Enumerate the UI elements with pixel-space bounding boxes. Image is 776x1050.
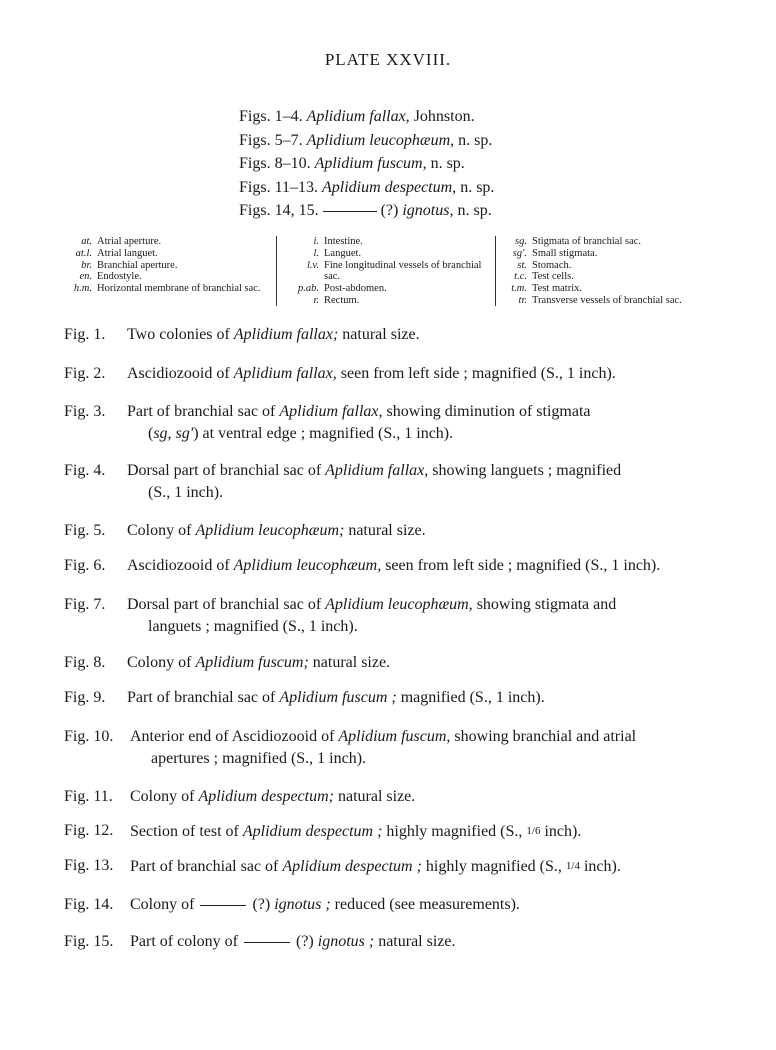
caption-text: seen from left side ; magnified (S., 1 inch). [381,557,661,574]
figure-label: Fig. 9. [64,689,106,706]
figure-label: Fig. 4. [64,462,106,479]
caption-text: reduced (see measurements). [330,896,520,913]
abbrev-key: st. [517,259,527,271]
figure-label: Fig. 13. [64,857,114,874]
abbrev-entry [499,260,729,272]
caption-text: Ascidiozooid of [127,557,234,574]
caption-text: Part of branchial sac of [127,689,280,706]
figure-caption-10 [64,726,724,770]
abbrev-key: p.ab. [298,283,319,295]
figure-caption-12 [64,820,724,843]
column-divider [495,236,496,306]
abbrev-text: Fine longitudinal vessels of branchial sac. [324,259,482,283]
species-authority: n. sp. [430,155,465,172]
caption-text: Two colonies of [127,326,234,343]
caption-text: showing branchial and atrial [450,728,637,745]
species-row [239,199,494,223]
figure-caption-1 [64,324,724,346]
abbreviation-column-2 [282,236,494,307]
figure-caption-8 [64,652,724,674]
abbrev-text: Languet. [324,247,362,259]
figure-caption-3 [64,401,724,445]
abbrev-entry [282,236,494,248]
species-name: Aplidium leucophæum; [195,522,345,539]
figure-label: Fig. 1. [64,326,106,343]
caption-text: showing languets ; magnified [428,462,622,479]
species-name: Aplidium fallax; [233,326,339,343]
caption-text: Colony of [127,654,196,671]
query-mark: (?) [380,202,399,219]
caption-text: inch). [579,858,621,875]
abbrev-text: Endostyle. [97,271,142,283]
caption-text: Part of colony of [130,933,238,950]
species-name: ignotus ; [274,896,331,913]
genus-dash [200,905,246,906]
column-divider [276,236,277,306]
species-name: Aplidium despectum ; [282,858,422,875]
abbrev-text: Transverse vessels of branchial sac. [532,294,682,306]
species-authority: n. sp. [460,178,495,196]
species-name: Aplidium fuscum ; [279,689,397,706]
abbrev-key: t.c. [514,271,527,283]
abbrev-key: at.l. [75,247,92,259]
figs-range: Figs. 11–13. [239,178,318,196]
caption-text: Dorsal part of branchial sac of [127,462,326,479]
caption-text: ( [148,425,154,442]
abbrev-text: Test cells. [532,271,574,283]
fraction: 1/4 [565,860,580,872]
abbrev-text: Small stigmata. [532,247,598,259]
abbrev-entry [499,271,729,283]
abbrev-key: h.m. [73,283,92,295]
species-name: Aplidium fuscum, [314,155,427,172]
figure-label: Fig. 2. [64,365,106,382]
abbrev-entry [50,283,272,295]
figure-caption-15 [64,931,724,953]
query-mark: (?) [252,896,271,913]
abbrev-text: Branchial aperture. [97,259,178,271]
species-name: Aplidium leucophæum, [325,596,473,613]
figure-caption-2 [64,363,724,385]
caption-text: natural size. [344,522,426,539]
abbrev-entry [282,283,494,295]
species-authority: Johnston. [413,108,475,125]
figs-range: Figs. 14, 15. [239,202,319,219]
genus-dash [244,942,290,943]
species-name: ignotus, [402,202,454,219]
caption-text: Part of branchial sac of [127,403,280,420]
caption-text: highly magnified (S., [382,823,527,840]
abbrev-text: Atrial languet. [97,247,158,259]
figs-range: Figs. 1–4. [239,108,303,125]
caption-text: highly magnified (S., [421,858,566,875]
species-name: Aplidium fallax, [279,403,383,420]
query-mark: (?) [295,933,314,950]
abbrev-text: Post-abdomen. [324,283,387,295]
species-name: Aplidium despectum; [198,788,334,805]
species-name: Aplidium fallax, [233,365,337,382]
figure-label: Fig. 11. [64,788,113,805]
caption-text: Colony of [130,788,199,805]
abbrev-entry [50,248,272,260]
species-name: Aplidium leucophæum, [306,131,455,149]
figure-caption-14 [64,894,724,916]
abbrev-key: sg. [515,236,527,247]
figure-label: Fig. 5. [64,522,106,539]
figure-caption-6 [64,555,724,577]
figure-label: Fig. 14. [64,896,114,913]
abbrev-key: l. [313,247,319,259]
abbreviation-column-1 [50,236,272,295]
species-row [239,105,494,129]
abbrev-text: Stomach. [532,259,572,271]
figure-label: Fig. 15. [64,933,114,950]
species-row [239,176,494,200]
caption-text: natural size. [333,788,416,805]
figure-label: Fig. 8. [64,654,106,671]
abbrev-key: r. [313,294,319,306]
abbrev-entry [499,295,729,307]
figure-caption-9 [64,687,724,709]
figure-caption-13 [64,855,724,878]
abbrev-key: t.m. [511,283,527,295]
caption-text: magnified (S., 1 inch). [396,689,545,706]
figure-label: Fig. 6. [64,557,106,574]
abbrev-text: Atrial aperture. [97,236,162,247]
caption-text: Dorsal part of branchial sac of [127,596,326,613]
caption-text: ) at ventral edge ; magnified (S., 1 inch). [193,425,454,442]
figs-range: Figs. 5–7. [239,131,303,149]
abbrev-text: Test matrix. [532,283,583,295]
abbrev-entry [499,236,729,248]
fraction: 1/6 [526,825,541,837]
species-name: Aplidium fallax, [325,462,429,479]
abbrev-entry [50,236,272,248]
abbrev-entry [282,248,494,260]
caption-text: showing diminution of stigmata [382,403,591,420]
species-name: Aplidium fuscum, [338,728,451,745]
caption-text: natural size. [338,326,420,343]
caption-text: languets ; magnified (S., 1 inch). [148,618,358,635]
abbrev-entry [499,248,729,260]
abbrev-ref: sg, sg' [153,425,194,442]
abbrev-key: en. [79,271,92,283]
plate-title: PLATE XXVIII. [324,50,452,69]
abbrev-entry [282,260,494,284]
caption-text: Colony of [127,522,196,539]
caption-text: seen from left side ; magnified (S., 1 inch). [336,365,616,382]
caption-text: Colony of [130,896,195,913]
caption-text: Part of branchial sac of [130,858,283,875]
caption-text: Ascidiozooid of [127,365,234,382]
abbrev-text: Horizontal membrane of branchial sac. [97,283,261,295]
genus-dash [323,211,377,212]
figure-caption-5 [64,520,724,542]
abbreviation-column-3 [499,236,729,307]
species-name: Aplidium fuscum; [195,654,309,671]
species-row [239,152,494,176]
caption-text: (S., 1 inch). [148,484,224,501]
caption-text: Anterior end of Ascidiozooid of [130,728,339,745]
abbrev-key: tr. [518,294,527,306]
abbrev-key: i. [313,236,319,247]
species-name: ignotus ; [317,933,375,950]
figure-label: Fig. 10. [64,728,114,745]
species-name: Aplidium despectum ; [242,823,383,840]
caption-text: natural size. [308,654,391,671]
species-authority: n. sp. [457,202,492,219]
abbrev-key: at. [81,236,92,247]
figure-caption-7 [64,594,724,638]
abbrev-entry [499,283,729,295]
caption-text: apertures ; magnified (S., 1 inch). [151,750,367,767]
abbrev-entry [282,295,494,307]
abbrev-text: Rectum. [324,294,360,306]
figure-label: Fig. 12. [64,822,114,839]
abbrev-text: Stigmata of branchial sac. [532,236,642,247]
species-list [239,105,494,223]
species-row [239,129,494,153]
figs-range: Figs. 8–10. [239,155,311,172]
abbrev-key: sg'. [512,247,527,259]
species-authority: n. sp. [458,131,493,149]
caption-text: inch). [540,823,582,840]
abbrev-text: Intestine. [324,236,363,247]
figure-label: Fig. 3. [64,403,106,420]
figure-caption-4 [64,460,724,504]
species-name: Aplidium despectum, [321,178,457,196]
caption-text: natural size. [374,933,456,950]
abbrev-key: l.v. [306,259,319,271]
caption-text: Section of test of [130,823,243,840]
figure-caption-11 [64,786,724,808]
caption-text: showing stigmata and [472,596,617,613]
abbrev-key: br. [81,259,92,271]
figure-label: Fig. 7. [64,596,106,613]
species-name: Aplidium fallax, [306,108,410,125]
abbrev-entry [50,271,272,283]
abbrev-entry [50,260,272,272]
species-name: Aplidium leucophæum, [233,557,382,574]
